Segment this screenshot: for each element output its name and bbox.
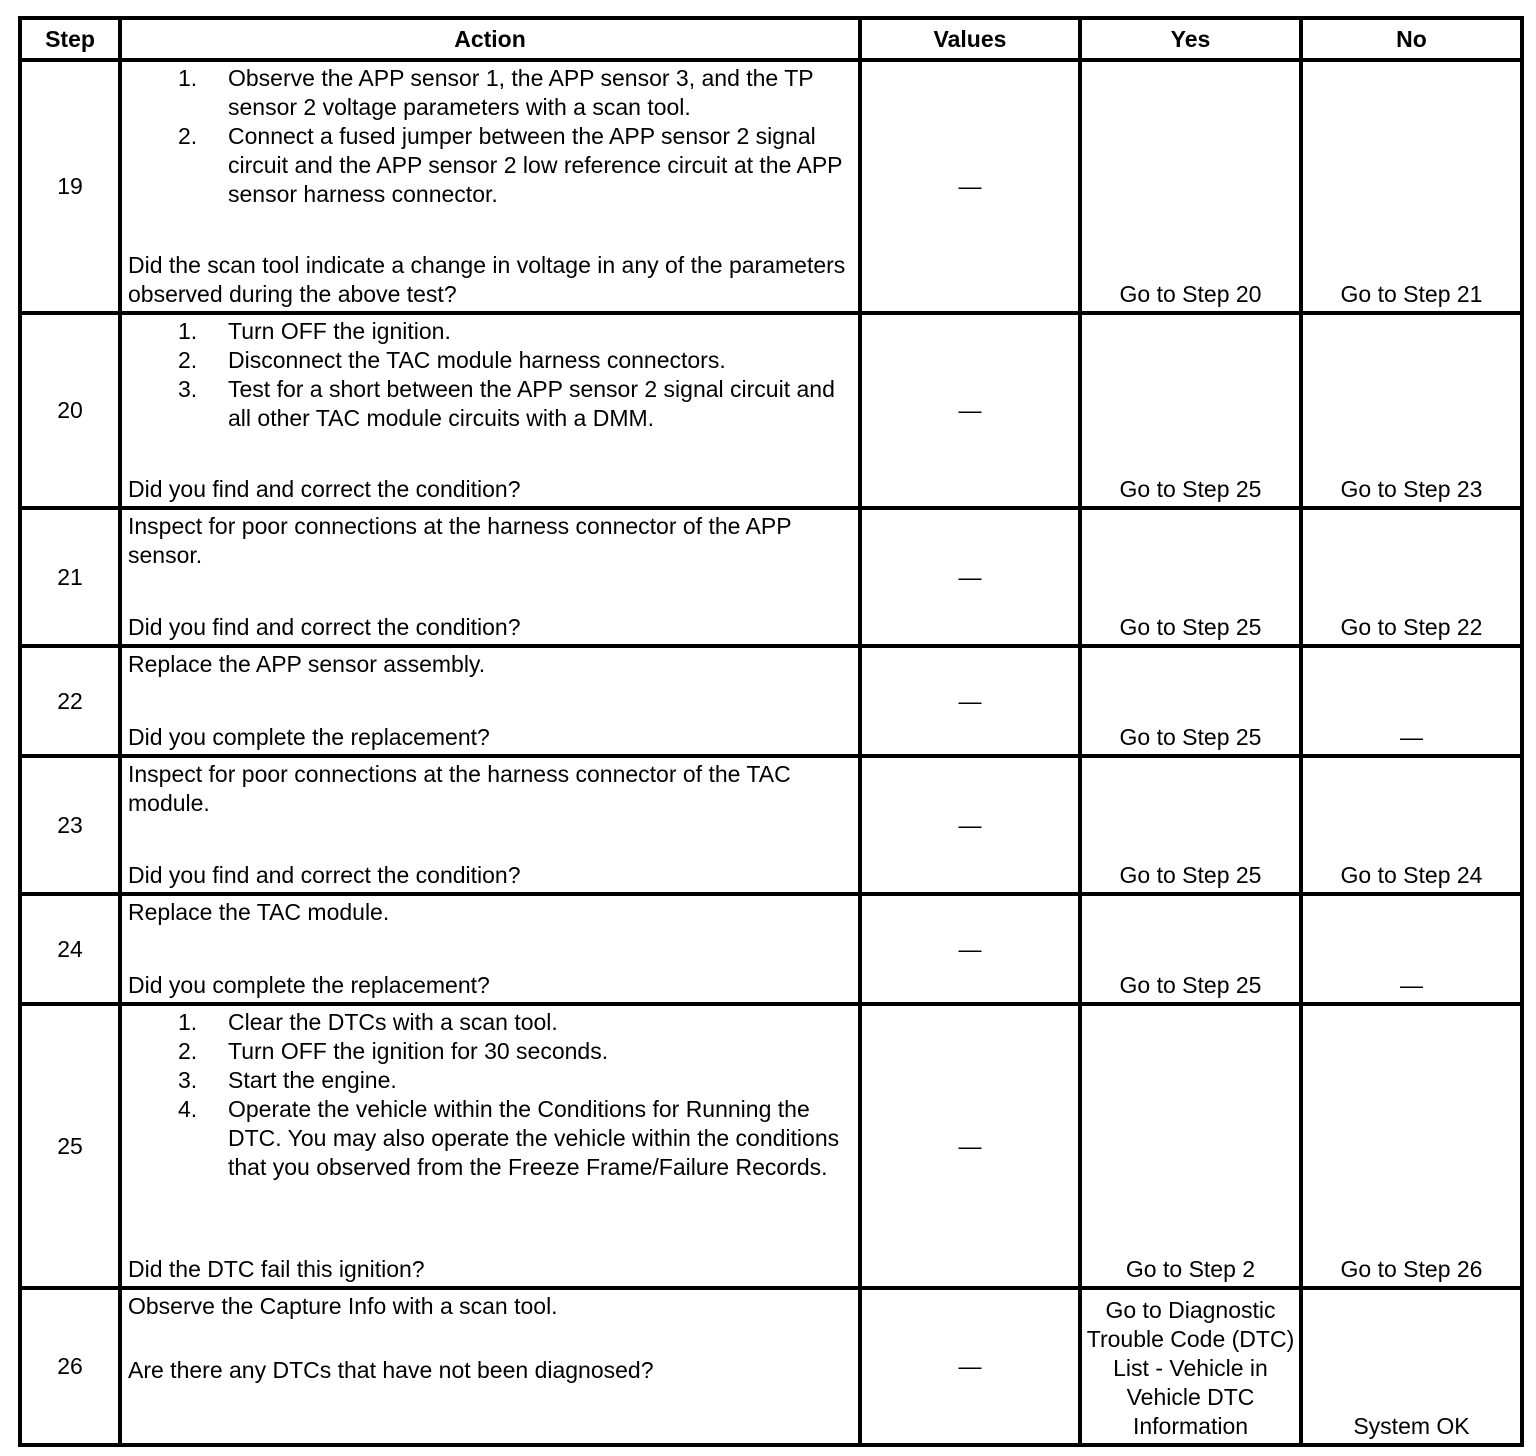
- step-index: 4.: [178, 1096, 198, 1122]
- action-question: Did you find and correct the condition?: [128, 614, 521, 640]
- action-cell: [120, 313, 860, 508]
- table-row: [20, 508, 1522, 646]
- step-number: 20: [20, 313, 120, 508]
- action-cell: [120, 508, 860, 646]
- step-index: 3.: [178, 376, 198, 402]
- header-row: [20, 18, 1522, 60]
- action-step-text: Disconnect the TAC module harness connectors.: [228, 347, 726, 373]
- action-question: Did the scan tool indicate a change in voltage in any of the parameters observed during the above test?: [128, 252, 846, 307]
- yes-cell: Go to Step 25: [1080, 508, 1301, 646]
- action-step: [178, 375, 852, 433]
- no-cell: Go to Step 26: [1301, 1004, 1522, 1288]
- yes-cell: Go to Step 20: [1080, 60, 1301, 313]
- step-number: 22: [20, 646, 120, 756]
- table-row: [20, 60, 1522, 313]
- yes-cell: Go to Step 25: [1080, 313, 1301, 508]
- action-cell: [120, 60, 860, 313]
- action-step-text: Operate the vehicle within the Conditions for Running the DTC. You may also operate the vehicle within the conditions that you observed from the Freeze Frame/Failure Records.: [228, 1096, 840, 1180]
- step-number: 26: [20, 1288, 120, 1445]
- header-action: Action: [120, 18, 860, 60]
- no-cell: Go to Step 21: [1301, 60, 1522, 313]
- action-step-text: Turn OFF the ignition for 30 seconds.: [228, 1038, 609, 1064]
- action-question: Are there any DTCs that have not been diagnosed?: [128, 1357, 654, 1383]
- action-step-text: Observe the APP sensor 1, the APP sensor 3, and the TP sensor 2 voltage parameters with a scan tool.: [228, 65, 814, 120]
- action-step-text: Start the engine.: [228, 1067, 397, 1093]
- values-cell: —: [860, 756, 1080, 894]
- values-cell: —: [860, 894, 1080, 1004]
- diagnostic-table: [18, 16, 1524, 1447]
- header-no: No: [1301, 18, 1522, 60]
- action-question: Did you find and correct the condition?: [128, 476, 521, 502]
- values-cell: —: [860, 1004, 1080, 1288]
- header-values: Values: [860, 18, 1080, 60]
- table-row: [20, 646, 1522, 756]
- action-text: Inspect for poor connections at the harness connector of the TAC module.: [128, 761, 791, 816]
- table-row: [20, 1004, 1522, 1288]
- action-steps-list: [128, 317, 852, 433]
- action-question: Did you complete the replacement?: [128, 724, 490, 750]
- yes-cell: Go to Step 2: [1080, 1004, 1301, 1288]
- header-yes: Yes: [1080, 18, 1301, 60]
- action-cell: [120, 894, 860, 1004]
- yes-cell: Go to Step 25: [1080, 646, 1301, 756]
- action-step: [178, 1037, 852, 1066]
- values-cell: —: [860, 508, 1080, 646]
- action-step: [178, 1066, 852, 1095]
- yes-cell: Go to Step 25: [1080, 894, 1301, 1004]
- action-cell: [120, 646, 860, 756]
- step-index: 2.: [178, 123, 198, 149]
- action-steps-list: [128, 64, 852, 209]
- action-text: Replace the TAC module.: [128, 899, 390, 925]
- step-number: 19: [20, 60, 120, 313]
- action-step: [178, 1008, 852, 1037]
- no-cell: —: [1301, 894, 1522, 1004]
- step-number: 24: [20, 894, 120, 1004]
- step-index: 3.: [178, 1067, 198, 1093]
- action-step-text: Clear the DTCs with a scan tool.: [228, 1009, 558, 1035]
- action-step: [178, 346, 852, 375]
- action-question: Did you find and correct the condition?: [128, 862, 521, 888]
- step-index: 1.: [178, 65, 198, 91]
- action-cell: [120, 1288, 860, 1445]
- table-row: [20, 894, 1522, 1004]
- action-steps-list: [128, 1008, 852, 1182]
- step-index: 1.: [178, 1009, 198, 1035]
- values-cell: —: [860, 1288, 1080, 1445]
- action-cell: [120, 756, 860, 894]
- action-step: [178, 64, 852, 122]
- no-cell: Go to Step 22: [1301, 508, 1522, 646]
- step-number: 23: [20, 756, 120, 894]
- action-question: Did you complete the replacement?: [128, 972, 490, 998]
- table-row: [20, 756, 1522, 894]
- action-step: [178, 317, 852, 346]
- values-cell: —: [860, 60, 1080, 313]
- no-cell: —: [1301, 646, 1522, 756]
- action-step: [178, 122, 852, 209]
- step-index: 1.: [178, 318, 198, 344]
- action-cell: [120, 1004, 860, 1288]
- table-row: [20, 313, 1522, 508]
- action-step-text: Test for a short between the APP sensor 2 signal circuit and all other TAC module circuits with a DMM.: [228, 376, 835, 431]
- action-question: Did the DTC fail this ignition?: [128, 1256, 425, 1282]
- table-row: [20, 1288, 1522, 1445]
- values-cell: —: [860, 313, 1080, 508]
- action-step-text: Connect a fused jumper between the APP sensor 2 signal circuit and the APP sensor 2 low reference circuit at the APP sensor harness connector.: [228, 123, 843, 207]
- action-text: Inspect for poor connections at the harness connector of the APP sensor.: [128, 513, 792, 568]
- no-cell: Go to Step 23: [1301, 313, 1522, 508]
- step-number: 25: [20, 1004, 120, 1288]
- step-index: 2.: [178, 347, 198, 373]
- action-step: [178, 1095, 852, 1182]
- step-number: 21: [20, 508, 120, 646]
- action-text: Observe the Capture Info with a scan tool.: [128, 1293, 558, 1319]
- header-step: Step: [20, 18, 120, 60]
- action-step-text: Turn OFF the ignition.: [228, 318, 451, 344]
- values-cell: —: [860, 646, 1080, 756]
- step-index: 2.: [178, 1038, 198, 1064]
- yes-cell: Go to Diagnostic Trouble Code (DTC) List - Vehicle in Vehicle DTC Information: [1080, 1288, 1301, 1445]
- action-text: Replace the APP sensor assembly.: [128, 651, 486, 677]
- no-cell: System OK: [1301, 1288, 1522, 1445]
- no-cell: Go to Step 24: [1301, 756, 1522, 894]
- yes-cell: Go to Step 25: [1080, 756, 1301, 894]
